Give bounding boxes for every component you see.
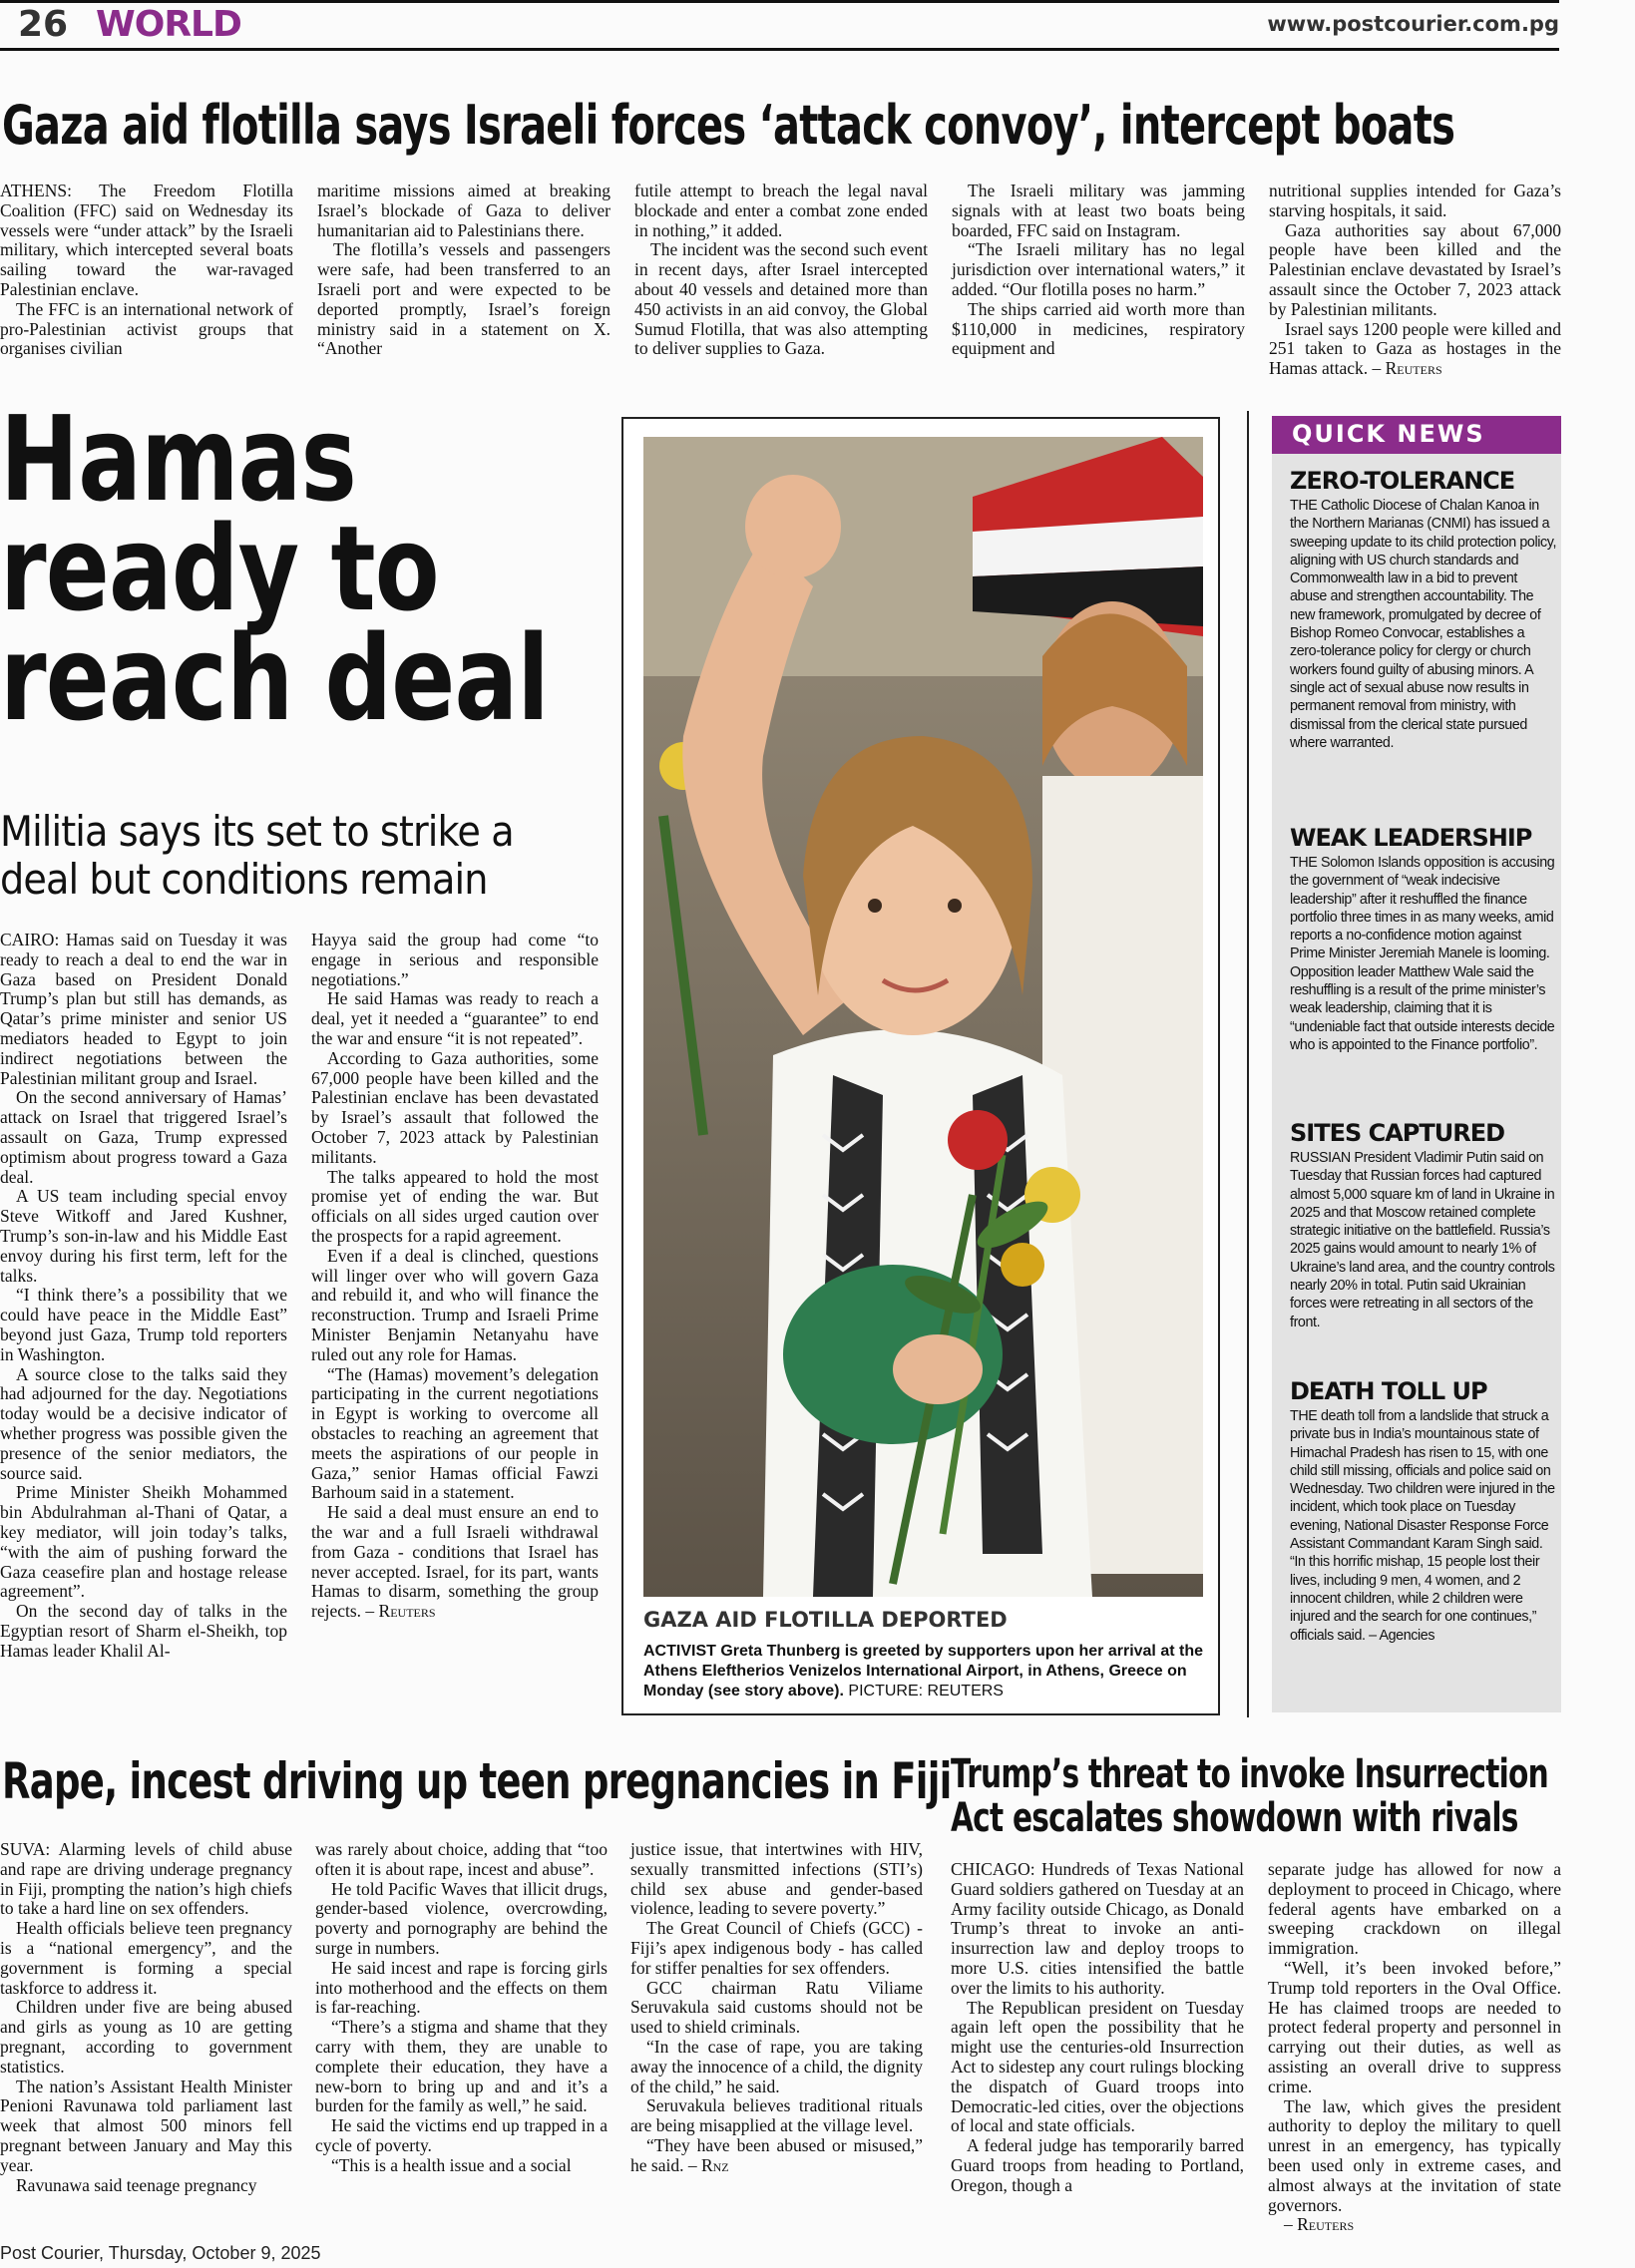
paragraph: The ships carried aid worth more than $110,000 in medicines, respiratory equipment and — [952, 298, 1245, 359]
paragraph: Israel says 1200 people were killed and 251 taken to Gaza as hostages in the Hamas attack. – Reuters — [1269, 318, 1561, 379]
paragraph: was rarely about choice, adding that “too often it is about rape, incest and abuse”. — [315, 1839, 608, 1879]
fiji-column-2 — [315, 1840, 608, 2176]
paragraph: The Israeli military was jamming signals with at least two boats being boarded, FFC said on Instagram. — [952, 181, 1245, 240]
paragraph: He said Hamas was ready to reach a deal, yet it needed a “guarantee” to end the war and ensure “it is not repeated”. — [311, 988, 599, 1048]
paragraph: A federal judge has temporarily barred Guard troops from heading to Portland, Oregon, though a — [951, 2135, 1244, 2195]
headline-line: Trump’s threat to invoke Insurrection — [951, 1751, 1548, 1797]
trump-column-1 — [951, 1860, 1244, 2196]
hamas-headline — [0, 390, 685, 747]
photo-credit: PICTURE: REUTERS — [848, 1683, 1004, 1700]
paragraph: The Republican president on Tuesday again left open the possibility that he might use the centuries-old Insurrection Act to sidestep any court rulings blocking the dispatch of Guard troops into Democratic-led cities, over the objections of local and state officials. — [951, 1997, 1244, 2136]
quick-news-item — [1290, 468, 1557, 752]
paragraph: nutritional supplies intended for Gaza’s starving hospitals, it said. — [1269, 181, 1561, 220]
paragraph: “This is a health issue and a social — [331, 2154, 572, 2175]
hamas-column-1 — [0, 931, 287, 1661]
hamas-column-2 — [311, 931, 599, 1622]
paragraph: The FFC is an international network of pro-Palestinian activist groups that organises civilian — [0, 298, 293, 359]
greta-photo — [643, 437, 1203, 1597]
trump-column-2 — [1268, 1860, 1561, 2235]
paragraph: The flotilla’s vessels and passengers were safe, had been transferred to an Israeli port and were expected to be deported promptly, Israel’s foreign ministry said in a statement on X. “Another — [317, 239, 611, 359]
fiji-column-3 — [630, 1840, 923, 2176]
paragraph: Children under five are being abused and girls as young as 10 are getting pregnant, according to government statistics. — [0, 1997, 292, 2077]
paragraph: Hayya said the group had come “to engage in serious and responsible negotiations.” — [311, 930, 599, 989]
fiji-headline: Rape, incest driving up teen pregnancies in Fiji — [2, 1752, 952, 1810]
headline-line: reach deal — [0, 609, 549, 747]
paragraph: The talks appeared to hold the most promise yet of ending the war. But officials on all sides urged caution over the prospects for a rapid agreement. — [311, 1166, 599, 1246]
paragraph: He said incest and rape is forcing girls into motherhood and the effects on them is far-reaching. — [315, 1957, 608, 2018]
headline-line: ready to — [0, 500, 439, 637]
column-rule — [1247, 411, 1249, 1717]
photo-frame — [621, 417, 1220, 1715]
paragraph: “I think there’s a possibility that we could have peace in the Middle East” beyond just Gaza, Trump told reporters in Washington. — [0, 1285, 287, 1364]
paragraph: The Great Council of Chiefs (GCC) - Fiji’s apex indigenous body - has called for stiffer penalties for sex offenders. — [630, 1918, 923, 1978]
paragraph: “There’s a stigma and shame that they carry with them, they are unable to complete their education, they have a new-born to bring up and and it’s a burden for the family as well,” he said. — [315, 2017, 608, 2116]
trump-headline — [951, 1752, 1635, 1840]
paragraph: “The (Hamas) movement’s delegation participating in the current negotiations in Egypt is working to overcome all obstacles to reaching an agreement that meets the aspirations of our people in Gaza,” senior Hamas official Fawzi Barhoum said in a statement. — [311, 1363, 599, 1503]
quick-news-item — [1290, 1378, 1557, 1645]
headline-line: Hamas — [0, 390, 356, 528]
paragraph: The nation’s Assistant Health Minister Penioni Ravunawa told parliament last week that almost 500 minors fell pregnant between January and May this year. — [0, 2076, 292, 2175]
quick-news-body: THE Catholic Diocese of Chalan Kanoa in the Northern Marianas (CNMI) has issued a sweeping update to its child protection policy, aligning with US church standards and Commonwealth law in a bid to prevent abuse and strengthen accountability. The new framework, promulgated by decree of Bishop Romeo Convocar, establishes a zero-tolerance policy for clergy or church workers found guilty of abusing minors. A single act of sexual abuse now results in permanent removal from ministry, with dismissal from the clerical state pursued where warranted. — [1290, 498, 1557, 751]
paragraph: SUVA: Alarming levels of child abuse and rape are driving underage pregnancy in Fiji, prompting the nation’s high chiefs to take a hard line on sex offenders. — [0, 1839, 292, 1919]
fiji-column-1 — [0, 1840, 292, 2195]
paragraph: – Reuters — [1284, 2214, 1355, 2235]
photo-caption-title: GAZA AID FLOTILLA DEPORTED — [643, 1608, 1008, 1632]
quick-news-body: RUSSIAN President Vladimir Putin said on Tuesday that Russian forces had captured almost 5,000 square km of land in Ukraine in 2025 and that Moscow retained complete strategic initiative on the battlefield. Russia’s 2025 gains would amount to nearly 1% of Ukraine’s land area, and the country controls nearly 20% in total. Putin said Ukrainian forces were retreating in all sectors of the front. — [1290, 1150, 1555, 1330]
paragraph: justice issue, that intertwines with HIV, sexually transmitted infections (STI’s) child sex abuse and gender-based violence, leading to severe poverty.” — [630, 1839, 923, 1919]
paragraph: Gaza authorities say about 67,000 people have been killed and the Palestinian enclave devastated by Israel’s assault since the October 7, 2023 attack by Palestinian militants. — [1269, 219, 1561, 319]
paragraph: Ravunawa said teenage pregnancy — [16, 2174, 257, 2195]
paragraph: futile attempt to breach the legal naval blockade and enter a combat zone ended in nothing,” it added. — [634, 181, 928, 240]
greta-photo-illustration — [643, 437, 1203, 1597]
page-number: 26 — [18, 4, 69, 45]
paragraph: “They have been abused or misused,” he said. – Rnz — [630, 2134, 923, 2175]
subhead-line: deal but conditions remain — [0, 855, 488, 904]
quick-news-head: ZERO-TOLERANCE — [1290, 467, 1515, 495]
credit: Reuters — [1385, 358, 1442, 379]
paragraph: separate judge has allowed for now a deployment to proceed in Chicago, where federal agents have embarked on a sweeping crackdown on illegal immigration. — [1268, 1859, 1561, 1959]
quick-news-item — [1290, 825, 1557, 1054]
photo-caption: ACTIVIST Greta Thunberg is greeted by supporters upon her arrival at the Athens Eleftherios Venizelos International Airport, in Athens, Greece on Monday (see story above). PICTURE: REUTERS — [643, 1643, 1203, 1700]
flotilla-column-4 — [952, 182, 1245, 359]
flotilla-column-3 — [634, 182, 928, 359]
paragraph: On the second anniversary of Hamas’ attack on Israel that triggered Israel’s assault on Gaza, Trump expressed optimism about progress toward a Gaza deal. — [0, 1087, 287, 1187]
paragraph: According to Gaza authorities, some 67,000 people have been killed and the Palestinian enclave has been devastated by Israel’s assault that followed the October 7, 2023 attack by Palestinian militants. — [311, 1047, 599, 1167]
paragraph: A US team including special envoy Steve Witkoff and Jared Kushner, Trump’s son-in-law and his Middle East envoy during his first term, left for the talks. — [0, 1186, 287, 1286]
section-name: WORLD — [96, 4, 241, 45]
paragraph: “Well, it’s been invoked before,” Trump told reporters in the Oval Office. He has claimed troops are needed to protect federal property and personnel in carrying out their duties, as well as assisting an overall drive to suppress crime. — [1268, 1957, 1561, 2096]
paragraph: He said the victims end up trapped in a cycle of poverty. — [315, 2115, 608, 2155]
flotilla-headline: Gaza aid flotilla says Israeli forces ‘attack convoy’, intercept boats — [2, 94, 1455, 157]
hamas-subhead — [0, 808, 565, 904]
paragraph: CAIRO: Hamas said on Tuesday it was ready to reach a deal to end the war in Gaza based on President Donald Trump’s plan but still has demands, as Qatar’s prime minister and senior US mediators headed to Egypt to join indirect negotiations between the Palestinian militant group and Israel. — [0, 930, 287, 1088]
paragraph: Even if a deal is clinched, questions will linger over who will govern Gaza and rebuild it, and who will finance the reconstruction. Trump and Israeli Prime Minister Benjamin Netanyahu have ruled out any role for Hamas. — [311, 1245, 599, 1364]
paragraph: ATHENS: The Freedom Flotilla Coalition (FFC) said on Wednesday its vessels were “under attack” by the Israeli military, which intercepted several boats sailing toward the war-ravaged Palestinian enclave. — [0, 181, 293, 299]
quick-news-body: THE Solomon Islands opposition is accusing the government of “weak indecisive leadership” after it reshuffled the finance portfolio three times in as many weeks, amid reports a no-confidence motion against Prime Minister Jeremiah Manele is looming. Opposition leader Matthew Wale said the reshuffling is a result of the prime minister’s weak leadership, claiming that it is “undeniable fact that outside interests decide who is appointed to the Finance portfolio”. — [1290, 855, 1555, 1053]
paragraph: Seruvakula believes traditional rituals are being misapplied at the village level. — [630, 2095, 923, 2136]
flotilla-column-5 — [1269, 182, 1561, 379]
quick-news-title: QUICK NEWS — [1292, 420, 1485, 448]
quick-news-sidebar — [1272, 416, 1561, 1712]
paragraph: maritime missions aimed at breaking Israel’s blockade of Gaza to deliver humanitarian aid to Palestinians there. — [317, 181, 611, 240]
credit: Reuters — [1297, 2214, 1355, 2235]
credit: Rnz — [700, 2154, 729, 2175]
quick-news-head: WEAK LEADERSHIP — [1290, 824, 1532, 852]
paragraph: He told Pacific Waves that illicit drugs, gender-based violence, overcrowding, poverty and pornography are behind the surge in numbers. — [315, 1878, 608, 1958]
folio-rule — [0, 48, 1559, 51]
paragraph: The incident was the second such event in recent days, after Israel intercepted about 40 vessels and detained more than 450 activists in an aid convoy, the Global Sumud Flotilla, that was also attempting to deliver supplies to Gaza. — [634, 239, 928, 359]
top-rule — [0, 0, 1559, 3]
paragraph: GCC chairman Ratu Viliame Seruvakula said customs should not be used to shield criminals. — [630, 1977, 923, 2038]
paragraph: CHICAGO: Hundreds of Texas National Guard soldiers gathered on Tuesday at an Army facility outside Chicago, as Donald Trump’s threat to invoke an anti-insurrection law and deploy troops to more U.S. cities intensified the battle over the limits to his authority. — [951, 1859, 1244, 1998]
quick-news-body: THE death toll from a landslide that struck a private bus in India’s mountainous state of Himachal Pradesh has risen to 15, with one child still missing, officials and police said on Wednesday. Two children were injured in the incident, which took place on Tuesday evening, National Disaster Response Force Assistant Commandant Karam Singh said. “In this horrific mishap, 15 people lost their lives, including 9 men, 4 women, and 2 innocent children, while 2 children were injured and the search for one continues,” officials said. – Agencies — [1290, 1408, 1555, 1644]
paragraph: Health officials believe teen pregnancy is a “national emergency”, and the government is forming a special taskforce to address it. — [0, 1918, 292, 1998]
paragraph: “In the case of rape, you are taking away the innocence of a child, the dignity of the child,” he said. — [630, 2036, 923, 2096]
quick-news-head: DEATH TOLL UP — [1290, 1377, 1487, 1405]
quick-news-item — [1290, 1120, 1557, 1331]
quick-news-head: SITES CAPTURED — [1290, 1119, 1505, 1147]
paragraph: He said a deal must ensure an end to the war and a full Israeli withdrawal from Gaza - conditions that Israel has never accepted. Israel, for its part, wants Hamas to disarm, something the group rejects. – Reuters — [311, 1502, 599, 1622]
quick-news-header — [1272, 416, 1561, 454]
paragraph: Prime Minister Sheikh Mohammed bin Abdulrahman al-Thani of Qatar, a key mediator, will join today’s talks, “with the aim of pushing forward the Gaza ceasefire plan and hostage release agreement”. — [0, 1482, 287, 1602]
subhead-line: Militia says its set to strike a — [0, 807, 514, 856]
flotilla-column-1 — [0, 182, 293, 359]
headline-line: Act escalates showdown with rivals — [951, 1795, 1518, 1841]
paragraph: The law, which gives the president authority to deploy the military to quell unrest in an emergency, has typically been used only in extreme cases, and almost always at the invitation of state governors. — [1268, 2095, 1561, 2215]
paragraph: A source close to the talks said they had adjourned for the day. Negotiations today would be a decisive indicator of whether progress was possible given the presence of the senior mediators, the source said. — [0, 1363, 287, 1483]
paragraph: On the second day of talks in the Egyptian resort of Sharm el-Sheikh, top Hamas leader Khalil Al- — [0, 1601, 287, 1661]
credit: Reuters — [378, 1601, 436, 1622]
website-url[interactable]: www.postcourier.com.pg — [1267, 12, 1559, 36]
paragraph: “The Israeli military has no legal jurisdiction over international waters,” it added. “Our flotilla poses no harm.” — [952, 239, 1245, 299]
footer-dateline: Post Courier, Thursday, October 9, 2025 — [0, 2243, 321, 2263]
flotilla-column-2 — [317, 182, 611, 359]
